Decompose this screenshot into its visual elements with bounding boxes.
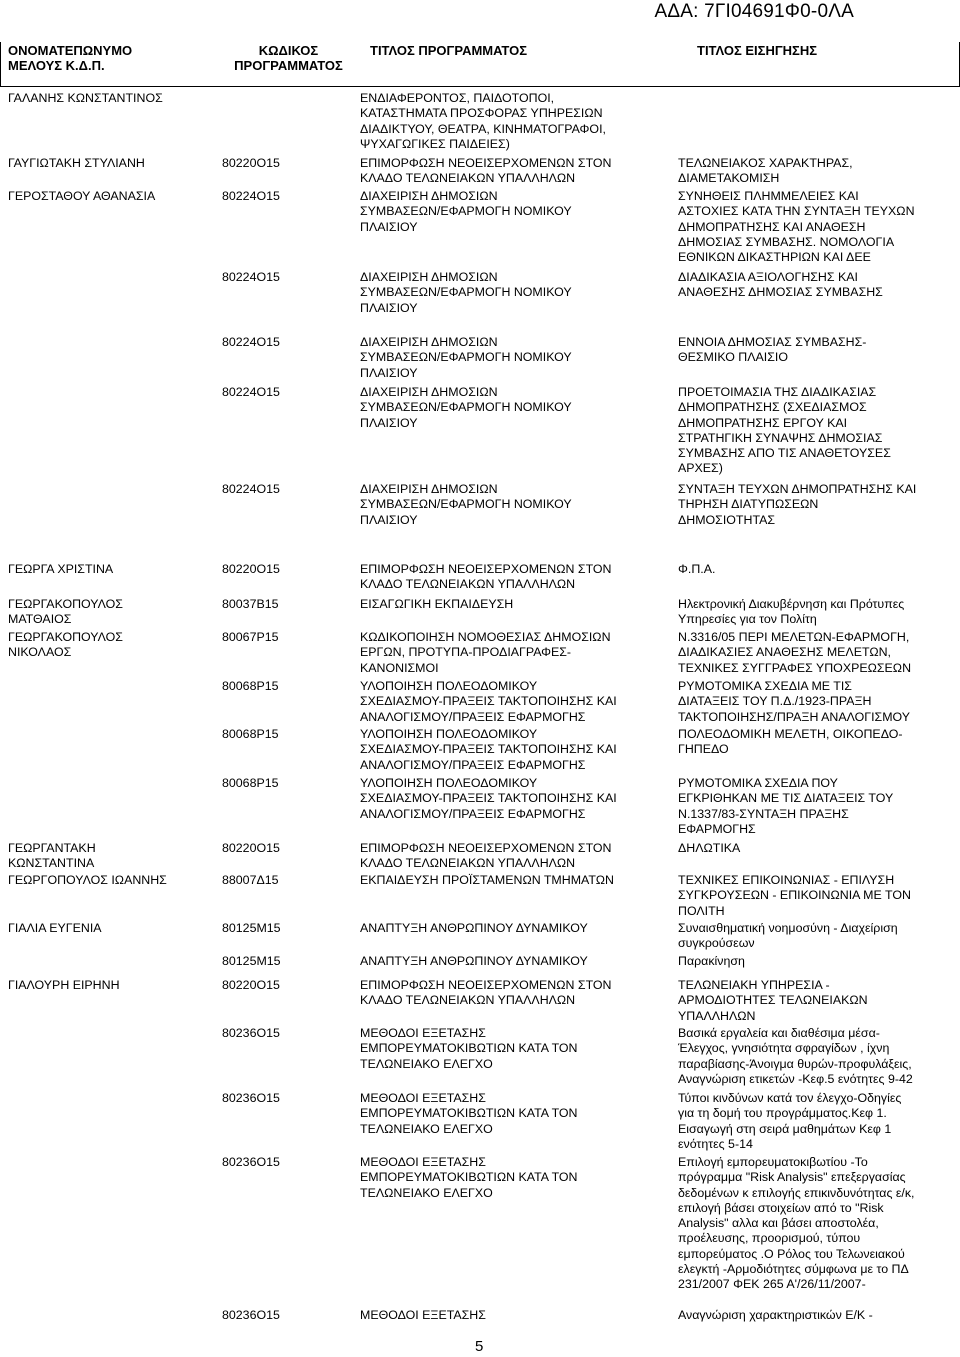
program-code: 80224Ο15 — [222, 335, 280, 349]
member-name: ΓΕΩΡΓΑΚΟΠΟΥΛΟΣ ΜΑΤΘΑΙΟΣ — [8, 597, 123, 627]
document-id: ΑΔΑ: 7ΓΙ04691Φ0-0ΛΑ — [654, 1, 854, 22]
program-code: 80220Ο15 — [222, 978, 280, 992]
talk-title: Τύποι κινδύνων κατά τον έλεγχο-Οδηγίες για τη δομή του προγράμματος.Κεφ 1. Εισαγωγή στη σειρά μαθημάτων Κεφ 1 ενότητες 5-14 — [678, 1091, 902, 1151]
program-title: ΔΙΑΧΕΙΡΙΣΗ ΔΗΜΟΣΙΩΝ ΣΥΜΒΑΣΕΩΝ/ΕΦΑΡΜΟΓΗ ΝΟΜΙΚΟΥ ΠΛΑΙΣΙΟΥ — [360, 270, 572, 315]
program-title: ΔΙΑΧΕΙΡΙΣΗ ΔΗΜΟΣΙΩΝ ΣΥΜΒΑΣΕΩΝ/ΕΦΑΡΜΟΓΗ ΝΟΜΙΚΟΥ ΠΛΑΙΣΙΟΥ — [360, 189, 572, 234]
program-code: 80236Ο15 — [222, 1026, 280, 1040]
program-title: ΜΕΘΟΔΟΙ ΕΞΕΤΑΣΗΣ ΕΜΠΟΡΕΥΜΑΤΟΚΙΒΩΤΙΩΝ ΚΑΤΑ ΤΟΝ ΤΕΛΩΝΕΙΑΚΟ ΕΛΕΓΧΟ — [360, 1155, 578, 1200]
member-name: ΓΕΩΡΓΑΚΟΠΟΥΛΟΣ ΝΙΚΟΛΑΟΣ — [8, 630, 123, 660]
talk-title: ΠΟΛΕΟΔΟΜΙΚΗ ΜΕΛΕΤΗ, ΟΙΚΟΠΕΔΟ- ΓΗΠΕΔΟ — [678, 727, 903, 757]
member-name: ΓΕΩΡΓΑΝΤΑΚΗ ΚΩΝΣΤΑΝΤΙΝΑ — [8, 841, 96, 871]
program-code: 80236Ο15 — [222, 1155, 280, 1169]
program-title: ΕΠΙΜΟΡΦΩΣΗ ΝΕΟΕΙΣΕΡΧΟΜΕΝΩΝ ΣΤΟΝ ΚΛΑΔΟ ΤΕΛΩΝΕΙΑΚΩΝ ΥΠΑΛΛΗΛΩΝ — [360, 156, 612, 186]
talk-title: ΡΥΜΟΤΟΜΙΚΑ ΣΧΕΔΙΑ ΜΕ ΤΙΣ ΔΙΑΤΑΞΕΙΣ ΤΟΥ Π.Δ./1923-ΠΡΑΞΗ ΤΑΚΤΟΠΟΙΗΣΗΣ/ΠΡΑΞΗ ΑΝΑΛΟΓΙΣΜΟΥ — [678, 679, 911, 724]
program-title: ΑΝΑΠΤΥΞΗ ΑΝΘΡΩΠΙΝΟΥ ΔΥΝΑΜΙΚΟΥ — [360, 921, 588, 935]
member-name: ΓΙΑΛΟΥΡΗ ΕΙΡΗΝΗ — [8, 978, 120, 992]
program-code: 80236Ο15 — [222, 1091, 280, 1105]
program-code: 80224Ο15 — [222, 482, 280, 496]
talk-title: ΡΥΜΟΤΟΜΙΚΑ ΣΧΕΔΙΑ ΠΟΥ ΕΓΚΡΙΘΗΚΑΝ ΜΕ ΤΙΣ ΔΙΑΤΑΞΕΙΣ ΤΟΥ Ν.1337/83-ΣΥΝΤΑΞΗ ΠΡΑΞΗΣ ΕΦΑΡΜΟΓΗΣ — [678, 776, 894, 836]
member-name: ΓΑΛΑΝΗΣ ΚΩΝΣΤΑΝΤΙΝΟΣ — [8, 91, 163, 105]
program-title: ΕΚΠΑΙΔΕΥΣΗ ΠΡΟΪΣΤΑΜΕΝΩΝ ΤΜΗΜΑΤΩΝ — [360, 873, 614, 887]
talk-title: Ηλεκτρονική Διακυβέρνηση και Πρότυπες Υπηρεσίες για τον Πολίτη — [678, 597, 905, 627]
program-code: 80224Ο15 — [222, 189, 280, 203]
program-code: 88007Δ15 — [222, 873, 279, 887]
program-title: ΔΙΑΧΕΙΡΙΣΗ ΔΗΜΟΣΙΩΝ ΣΥΜΒΑΣΕΩΝ/ΕΦΑΡΜΟΓΗ ΝΟΜΙΚΟΥ ΠΛΑΙΣΙΟΥ — [360, 385, 572, 430]
program-title: ΕΙΣΑΓΩΓΙΚΗ ΕΚΠΑΙΔΕΥΣΗ — [360, 597, 514, 611]
member-name: ΓΙΑΛΙΑ ΕΥΓΕΝΙΑ — [8, 921, 102, 935]
program-title: ΔΙΑΧΕΙΡΙΣΗ ΔΗΜΟΣΙΩΝ ΣΥΜΒΑΣΕΩΝ/ΕΦΑΡΜΟΓΗ ΝΟΜΙΚΟΥ ΠΛΑΙΣΙΟΥ — [360, 482, 572, 527]
program-code: 80236Ο15 — [222, 1308, 280, 1322]
talk-title: ΕΝΝΟΙΑ ΔΗΜΟΣΙΑΣ ΣΥΜΒΑΣΗΣ- ΘΕΣΜΙΚΟ ΠΛΑΙΣΙΟ — [678, 335, 867, 365]
program-code: 80220Ο15 — [222, 156, 280, 170]
program-title: ΥΛΟΠΟΙΗΣΗ ΠΟΛΕΟΔΟΜΙΚΟΥ ΣΧΕΔΙΑΣΜΟΥ-ΠΡΑΞΕΙΣ ΤΑΚΤΟΠΟΙΗΣΗΣ ΚΑΙ ΑΝΑΛΟΓΙΣΜΟΥ/ΠΡΑΞΕΙΣ ΕΦΑΡΜΟΓΗΣ — [360, 727, 617, 772]
program-code: 80220Ο15 — [222, 841, 280, 855]
talk-title: Παρακίνηση — [678, 954, 745, 968]
talk-title: Βασικά εργαλεία και διαθέσιμα μέσα- Έλεγχος, γνησιότητα σφραγίδων , ίχνη παραβίασης-Άνοιγμα θυρών-προφυλάξεις, Αναγνώριση ετικετών -Κεφ.5 ενότητες 9-42 — [678, 1026, 913, 1086]
program-title: ΑΝΑΠΤΥΞΗ ΑΝΘΡΩΠΙΝΟΥ ΔΥΝΑΜΙΚΟΥ — [360, 954, 588, 968]
header-title: ΤΙΤΛΟΣ ΠΡΟΓΡΑΜΜΑΤΟΣ — [370, 43, 528, 58]
program-code: 80068Ρ15 — [222, 727, 279, 741]
member-name: ΓΕΩΡΓΟΠΟΥΛΟΣ ΙΩΑΝΝΗΣ — [8, 873, 167, 887]
header-name: ΟΝΟΜΑΤΕΠΩΝΥΜΟ ΜΕΛΟΥΣ Κ.Δ.Π. — [8, 43, 133, 73]
program-title: ΕΝΔΙΑΦΕΡΟΝΤΟΣ, ΠΑΙΔΟΤΟΠΟΙ, ΚΑΤΑΣΤΗΜΑΤΑ ΠΡΟΣΦΟΡΑΣ ΥΠΗΡΕΣΙΩΝ ΔΙΑΔΙΚΤΥΟΥ, ΘΕΑΤΡΑ, ΚΙΝΗΜΑΤΟΓΡΑΦΟΙ, ΨΥΧΑΓΩΓΙΚΕΣ ΠΑΙΔΕΙΕΣ) — [360, 91, 606, 151]
member-name: ΓΑΥΓΙΩΤΑΚΗ ΣΤΥΛΙΑΝΗ — [8, 156, 145, 170]
header-code: ΚΩΔΙΚΟΣ ΠΡΟΓΡΑΜΜΑΤΟΣ — [234, 43, 343, 73]
talk-title: ΤΕΧΝΙΚΕΣ ΕΠΙΚΟΙΝΩΝΙΑΣ - ΕΠΙΛΥΣΗ ΣΥΓΚΡΟΥΣΕΩΝ - ΕΠΙΚΟΙΝΩΝΙΑ ΜΕ ΤΟΝ ΠΟΛΙΤΗ — [678, 873, 911, 918]
talk-title: Συναισθηματική νοημοσύνη - Διαχείριση συγκρούσεων — [678, 921, 898, 951]
talk-title: Φ.Π.Α. — [678, 562, 716, 576]
talk-title: Ν.3316/05 ΠΕΡΙ ΜΕΛΕΤΩΝ-ΕΦΑΡΜΟΓΗ, ΔΙΑΔΙΚΑΣΙΕΣ ΑΝΑΘΕΣΗΣ ΜΕΛΕΤΩΝ, ΤΕΧΝΙΚΕΣ ΣΥΓΓΡΑΦΕΣ ΥΠΟΧΡΕΩΣΕΩΝ — [678, 630, 912, 675]
program-title: ΥΛΟΠΟΙΗΣΗ ΠΟΛΕΟΔΟΜΙΚΟΥ ΣΧΕΔΙΑΣΜΟΥ-ΠΡΑΞΕΙΣ ΤΑΚΤΟΠΟΙΗΣΗΣ ΚΑΙ ΑΝΑΛΟΓΙΣΜΟΥ/ΠΡΑΞΕΙΣ ΕΦΑΡΜΟΓΗΣ — [360, 776, 617, 821]
page-number: 5 — [475, 1338, 484, 1355]
talk-title: ΔΙΑΔΙΚΑΣΙΑ ΑΞΙΟΛΟΓΗΣΗΣ ΚΑΙ ΑΝΑΘΕΣΗΣ ΔΗΜΟΣΙΑΣ ΣΥΜΒΑΣΗΣ — [678, 270, 883, 300]
talk-title: ΤΕΛΩΝΕΙΑΚΗ ΥΠΗΡΕΣΙΑ - ΑΡΜΟΔΙΟΤΗΤΕΣ ΤΕΛΩΝΕΙΑΚΩΝ ΥΠΑΛΛΗΛΩΝ — [678, 978, 868, 1023]
program-title: ΚΩΔΙΚΟΠΟΙΗΣΗ ΝΟΜΟΘΕΣΙΑΣ ΔΗΜΟΣΙΩΝ ΕΡΓΩΝ, ΠΡΟΤΥΠΑ-ΠΡΟΔΙΑΓΡΑΦΕΣ- ΚΑΝΟΝΙΣΜΟΙ — [360, 630, 611, 675]
talk-title: ΣΥΝΗΘΕΙΣ ΠΛΗΜΜΕΛΕΙΕΣ ΚΑΙ ΑΣΤΟΧΙΕΣ ΚΑΤΑ ΤΗΝ ΣΥΝΤΑΞΗ ΤΕΥΧΩΝ ΔΗΜΟΠΡΑΤΗΣΗΣ ΚΑΙ ΑΝΑΘΕΣΗ ΔΗΜΟΣΙΑΣ ΣΥΜΒΑΣΗΣ. ΝΟΜΟΛΟΓΙΑ ΕΘΝΙΚΩΝ ΔΙΚΑΣΤΗΡΙΩΝ ΚΑΙ ΔΕΕ — [678, 189, 915, 265]
member-name: ΓΕΩΡΓΑ ΧΡΙΣΤΙΝΑ — [8, 562, 114, 576]
program-title: ΕΠΙΜΟΡΦΩΣΗ ΝΕΟΕΙΣΕΡΧΟΜΕΝΩΝ ΣΤΟΝ ΚΛΑΔΟ ΤΕΛΩΝΕΙΑΚΩΝ ΥΠΑΛΛΗΛΩΝ — [360, 978, 612, 1008]
program-title: ΜΕΘΟΔΟΙ ΕΞΕΤΑΣΗΣ ΕΜΠΟΡΕΥΜΑΤΟΚΙΒΩΤΙΩΝ ΚΑΤΑ ΤΟΝ ΤΕΛΩΝΕΙΑΚΟ ΕΛΕΓΧΟ — [360, 1026, 578, 1071]
program-code: 80224Ο15 — [222, 385, 280, 399]
talk-title: ΣΥΝΤΑΞΗ ΤΕΥΧΩΝ ΔΗΜΟΠΡΑΤΗΣΗΣ ΚΑΙ ΤΗΡΗΣΗ ΔΙΑΤΥΠΩΣΕΩΝ ΔΗΜΟΣΙΟΤΗΤΑΣ — [678, 482, 917, 527]
program-code: 80068Ρ15 — [222, 679, 279, 693]
program-code: 80125Μ15 — [222, 954, 281, 968]
program-title: ΜΕΘΟΔΟΙ ΕΞΕΤΑΣΗΣ ΕΜΠΟΡΕΥΜΑΤΟΚΙΒΩΤΙΩΝ ΚΑΤΑ ΤΟΝ ΤΕΛΩΝΕΙΑΚΟ ΕΛΕΓΧΟ — [360, 1091, 578, 1136]
program-code: 80068Ρ15 — [222, 776, 279, 790]
talk-title: Αναγνώριση χαρακτηριστικών Ε/Κ - — [678, 1308, 873, 1322]
program-code: 80125Μ15 — [222, 921, 281, 935]
talk-title: ΠΡΟΕΤΟΙΜΑΣΙΑ ΤΗΣ ΔΙΑΔΙΚΑΣΙΑΣ ΔΗΜΟΠΡΑΤΗΣΗΣ (ΣΧΕΔΙΑΣΜΟΣ ΔΗΜΟΠΡΑΤΗΣΗΣ ΕΡΓΟΥ ΚΑΙ ΣΤΡΑΤΗΓΙΚΗ ΣΥΝΑΨΗΣ ΔΗΜΟΣΙΑΣ ΣΥΜΒΑΣΗΣ ΑΠΟ ΤΙΣ ΑΝΑΘΕΤΟΥΣΕΣ ΑΡΧΕΣ) — [678, 385, 891, 476]
member-name: ΓΕΡΟΣΤΑΘΟΥ ΑΘΑΝΑΣΙΑ — [8, 189, 156, 203]
talk-title: ΔΗΛΩΤΙΚΑ — [678, 841, 741, 855]
program-title: ΕΠΙΜΟΡΦΩΣΗ ΝΕΟΕΙΣΕΡΧΟΜΕΝΩΝ ΣΤΟΝ ΚΛΑΔΟ ΤΕΛΩΝΕΙΑΚΩΝ ΥΠΑΛΛΗΛΩΝ — [360, 562, 612, 592]
program-title: ΜΕΘΟΔΟΙ ΕΞΕΤΑΣΗΣ — [360, 1308, 486, 1322]
program-code: 80037Β15 — [222, 597, 279, 611]
program-title: ΔΙΑΧΕΙΡΙΣΗ ΔΗΜΟΣΙΩΝ ΣΥΜΒΑΣΕΩΝ/ΕΦΑΡΜΟΓΗ ΝΟΜΙΚΟΥ ΠΛΑΙΣΙΟΥ — [360, 335, 572, 380]
program-code: 80067Ρ15 — [222, 630, 279, 644]
header-talk: ΤΙΤΛΟΣ ΕΙΣΗΓΗΣΗΣ — [697, 43, 818, 58]
program-code: 80224Ο15 — [222, 270, 280, 284]
program-code: 80220Ο15 — [222, 562, 280, 576]
program-title: ΕΠΙΜΟΡΦΩΣΗ ΝΕΟΕΙΣΕΡΧΟΜΕΝΩΝ ΣΤΟΝ ΚΛΑΔΟ ΤΕΛΩΝΕΙΑΚΩΝ ΥΠΑΛΛΗΛΩΝ — [360, 841, 612, 871]
talk-title: ΤΕΛΩΝΕΙΑΚΟΣ ΧΑΡΑΚΤΗΡΑΣ, ΔΙΑΜΕΤΑΚΟΜΙΣΗ — [678, 156, 853, 186]
talk-title: Επιλογή εμπορευματοκιβωτίου -Το πρόγραμμα "Risk Analysis" επεξεργασίας δεδομένων κ επιλογής επικινδυνότητας ε/κ, επιλογή βάσει στοιχείων από το "Risk Analysis" αλλα και βάσει αποστολέα, προέλευσης, προορισμού, τύπου εμπορεύματος .Ο Ρόλος του Τελωνειακού ελεγκτή -Αρμοδιότητες σύμφωνα με το ΠΔ 231/2007 ΦΕΚ 265 Α'/26/11/2007- — [678, 1155, 915, 1292]
program-title: ΥΛΟΠΟΙΗΣΗ ΠΟΛΕΟΔΟΜΙΚΟΥ ΣΧΕΔΙΑΣΜΟΥ-ΠΡΑΞΕΙΣ ΤΑΚΤΟΠΟΙΗΣΗΣ ΚΑΙ ΑΝΑΛΟΓΙΣΜΟΥ/ΠΡΑΞΕΙΣ ΕΦΑΡΜΟΓΗΣ — [360, 679, 617, 724]
